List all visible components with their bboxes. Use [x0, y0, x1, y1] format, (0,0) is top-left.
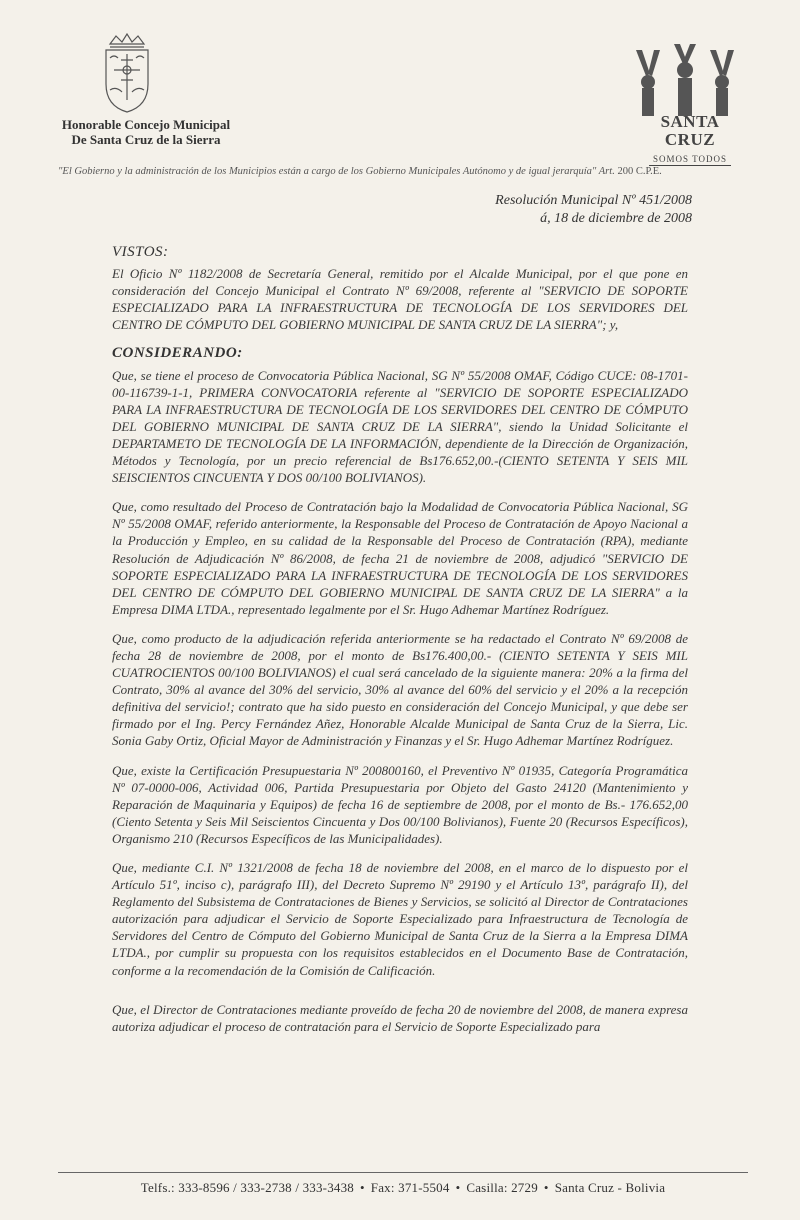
logo-subtitle: SOMOS TODOS — [649, 154, 731, 166]
considerando-paragraph-2: Que, como resultado del Proceso de Contratación bajo la Modalidad de Convocatoria Pública Nacional, SG Nº 55/2008 OMAF, referido anteriormente, la Responsable del Proceso de Contratación de Apoyo Nacional a la Producción y Empleo, en su calidad de la Responsable del Proceso de Contratación (RPA), mediante Resolución de Adjudicación Nº 86/2008, de fecha 21 de noviembre de 2008, adjudicó "SERVICIO DE SOPORTE ESPECIALIZADO PARA LA INFRAESTRUCTURA DE TECNOLOGÍA DE LOS SERVIDORES DEL CENTRO DE CÓMPUTO DEL GOBIERNO MUNICIPAL DE SANTA CRUZ DE LA SIERRA" a la Empresa DIMA LTDA., representado legalmente por el Sr. Hugo Adhemar Martínez Rodríguez. — [112, 499, 688, 617]
bullet-separator-icon: • — [543, 1180, 549, 1195]
motto-text: "El Gobierno y la administración de los Municipios están a cargo de los Gobierno Municipales Autónomo y de igual jerarquía" Art. — [58, 166, 615, 177]
footer-casilla: Casilla: 2729 — [466, 1180, 538, 1195]
vistos-heading: VISTOS: — [112, 244, 169, 260]
resolution-date: á, 18 de diciembre de 2008 — [540, 211, 692, 226]
considerando-paragraph-1: Que, se tiene el proceso de Convocatoria Pública Nacional, SG Nº 55/2008 OMAF, Código CUCE: 08-1701-00-116739-1-1, PRIMERA CONVOCATORIA referente al "SERVICIO DE SOPORTE ESPECIALIZADO PARA LA INFRAESTRUCTURA DE TECNOLOGÍA DE LOS SERVIDORES DEL CENTRO DE CÓMPUTO DEL GOBIERNO MUNICIPAL DE SANTA CRUZ DE LA SIERRA", siendo la Unidad Solicitante el DEPARTAMETO DE TECNOLOGÍA DE LA INFORMACIÓN, dependiente de la Dirección de Organización, Métodos y Tecnología, por un precio referencial de Bs176.652,00.-(CIENTO SETENTA Y SEIS MIL SEISCIENTOS CINCUENTA Y DOS 00/100 BOLIVIANOS). — [112, 367, 688, 486]
resolution-header — [495, 192, 692, 228]
footer-divider — [58, 1172, 748, 1173]
resolution-number: Resolución Municipal Nº 451/2008 — [495, 193, 692, 208]
vistos-paragraph: El Oficio Nº 1182/2008 de Secretaría General, remitido por el Alcalde Municipal, por el que pone en consideración del Concejo Municipal el Contrato Nº 69/2008, referente al "SERVICIO DE SOPORTE ESPECIALIZADO PARA LA INFRAESTRUCTURA DE TECNOLOGÍA DE LOS SERVIDORES DEL CENTRO DE CÓMPUTO DEL GOBIERNO MUNICIPAL DE SANTA CRUZ DE LA SIERRA"; y, — [112, 266, 688, 333]
footer-fax: Fax: 371-5504 — [370, 1180, 450, 1195]
santa-cruz-logo-text — [640, 113, 740, 167]
considerando-paragraph-5: Que, mediante C.I. Nº 1321/2008 de fecha 18 de noviembre del 2008, en el marco de lo dispuesto por el Artículo 51º, inciso c), parágrafo III), del Decreto Supremo Nº 29190 y el Artículo 13º, parágrafo II), del Reglamento del Subsistema de Contrataciones de Bienes y Servicios, se solicitó al Director de Contrataciones autorización para adjudicar el Servicio de Soporte Especializado para Infraestructura de Tecnología de Servidores del Centro de Cómputo del Gobierno Municipal de Santa Cruz de la Sierra a la Empresa DIMA LTDA., por cumplir su propuesta con los requisitos establecidos en el Documento Base de Contratación, conforme a la recomendación de la Comisión de Calificación. — [112, 860, 688, 978]
motto-reference: 200 C.P.E. — [617, 166, 662, 177]
considerando-heading: CONSIDERANDO: — [112, 345, 243, 362]
considerando-paragraph-6: Que, el Director de Contrataciones mediante proveído de fecha 20 de noviembre del 2008, de manera expresa autoriza adjudicar el proceso de contratación para el Servicio de Soporte Especializado para — [112, 1001, 688, 1034]
bullet-separator-icon: • — [455, 1180, 461, 1195]
footer-phones: Telfs.: 333-8596 / 333-2738 / 333-3438 — [140, 1180, 355, 1195]
considerando-paragraph-4: Que, existe la Certificación Presupuestaria Nº 200800160, el Preventivo Nº 01935, Categoría Programática Nº 07-0000-006, Actividad 006, Partida Presupuestaria por Objeto del Gasto 24120 (Mantenimiento y Reparación de Maquinaria y Equipos) de fecha 16 de septiembre de 2008, por el monto de Bs.- 176.652,00 (Ciento Setenta y Seis Mil Seiscientos Cincuenta y Dos 00/100 Bolivianos), Fuente 20 (Recursos Específicos), Organismo 210 (Recursos Específicos de las Municipalidades). — [112, 762, 688, 846]
santa-cruz-logo-icon — [630, 42, 740, 118]
document-body — [112, 244, 688, 1047]
council-name: Honorable Concejo Municipal De Santa Cruz de la Sierra — [61, 117, 231, 147]
coat-of-arms-icon — [96, 30, 158, 116]
constitution-motto — [58, 165, 758, 178]
logo-title: SANTA CRUZ — [660, 112, 720, 149]
bullet-separator-icon: • — [360, 1180, 365, 1195]
footer-city: Santa Cruz - Bolivia — [554, 1180, 666, 1195]
considerando-paragraph-3: Que, como producto de la adjudicación referida anteriormente se ha redactado el Contrato Nº 69/2008 de fecha 28 de noviembre de 2008, por el monto de Bs176.400,00.- (CIENTO SETENTA Y SEIS MIL CUATROCIENTOS 00/100 BOLIVIANOS) el cual será cancelado de la siguiente manera: 20% a la firma del Contrato, 30% al avance del 30% del servicio, 30% al avance del 60% del servicio y el 20% a la recepción definitiva del servicio!; contrato que ha sido puesto en consideración del Concejo Municipal, y que debe ser firmado por el Ing. Percy Fernández Añez, Honorable Alcalde Municipal de Santa Cruz de la Sierra, Lic. Sonia Gaby Ortiz, Oficial Mayor de Administración y Finanzas y el Sr. Hugo Adhemar Martínez Rodríguez. — [112, 630, 688, 749]
footer-contact — [58, 1180, 748, 1196]
